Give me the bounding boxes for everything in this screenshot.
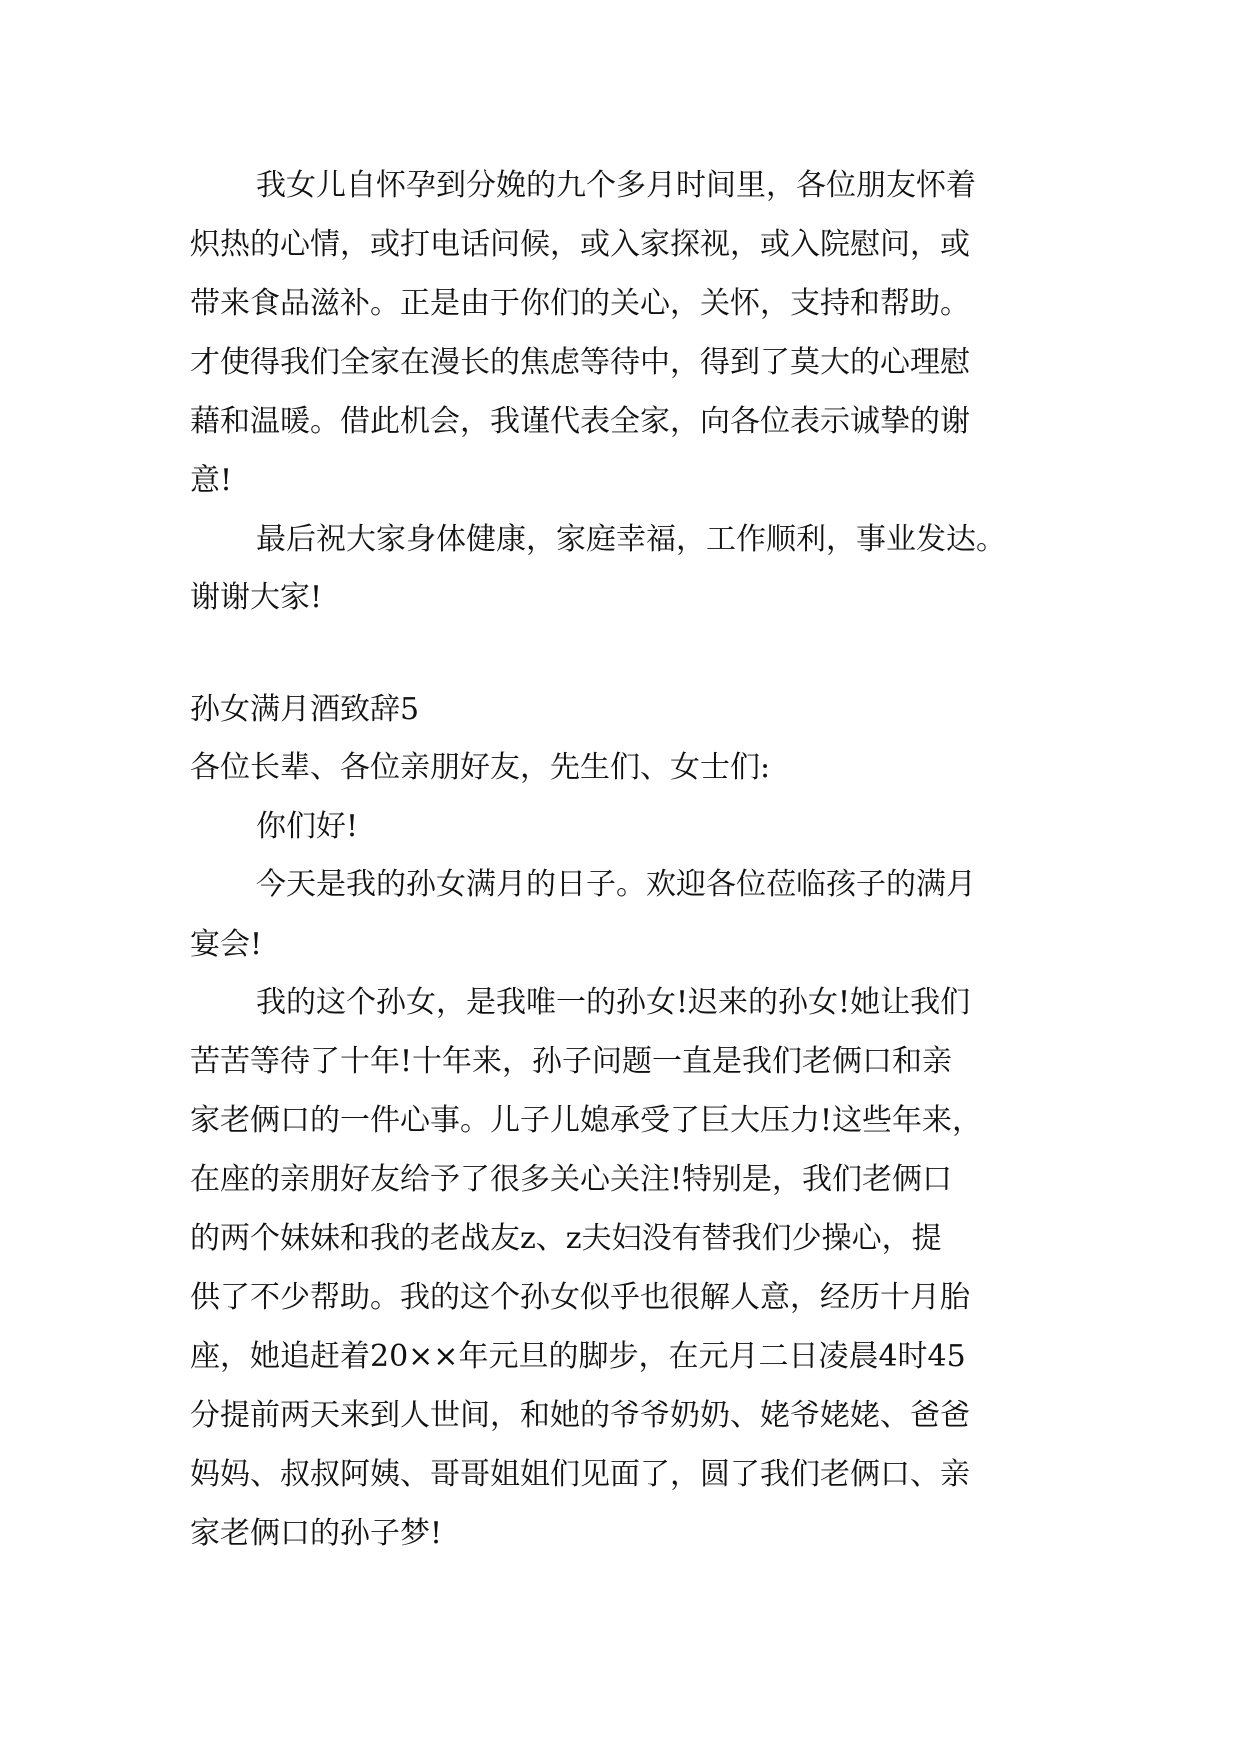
- section-heading: 孙女满月酒致辞5: [190, 692, 420, 727]
- paragraph-line: 藉和温暖。借此机会，我谨代表全家，向各位表示诚挚的谢: [190, 404, 970, 439]
- paragraph-line: 分提前两天来到人世间，和她的爷爷奶奶、姥爷姥姥、爸爸: [190, 1398, 970, 1433]
- paragraph-line: 我女儿自怀孕到分娩的九个多月时间里，各位朋友怀着: [256, 168, 976, 203]
- paragraph-line: 意!: [190, 463, 233, 498]
- paragraph-line: 带来食品滋补。正是由于你们的关心，关怀，支持和帮助。: [190, 286, 970, 321]
- paragraph-line: 炽热的心情，或打电话问候，或入家探视，或入院慰问，或: [190, 227, 970, 262]
- paragraph-line: 苦苦等待了十年!十年来，孙子问题一直是我们老俩口和亲: [190, 1044, 953, 1079]
- paragraph-line: 谢谢大家!: [190, 580, 323, 615]
- paragraph-line: 宴会!: [190, 927, 263, 962]
- paragraph-line: 妈妈、叔叔阿姨、哥哥姐姐们见面了，圆了我们老俩口、亲: [190, 1457, 970, 1492]
- paragraph-line: 在座的亲朋好友给予了很多关心关注!特别是，我们老俩口: [190, 1162, 953, 1197]
- paragraph-line: 才使得我们全家在漫长的焦虑等待中，得到了莫大的心理慰: [190, 345, 970, 380]
- greeting: 你们好!: [256, 809, 359, 844]
- paragraph-line: 今天是我的孙女满月的日子。欢迎各位莅临孩子的满月: [256, 867, 976, 902]
- paragraph-line: 我的这个孙女，是我唯一的孙女!迟来的孙女!她让我们: [256, 985, 971, 1020]
- paragraph-line: 座，她追赶着20××年元旦的脚步，在元月二日凌晨4时45: [190, 1339, 966, 1374]
- paragraph-line: 的两个妹妹和我的老战友z、z夫妇没有替我们少操心，提: [190, 1221, 942, 1256]
- paragraph-line: 家老俩口的孙子梦!: [190, 1516, 443, 1551]
- paragraph-line: 供了不少帮助。我的这个孙女似乎也很解人意，经历十月胎: [190, 1280, 970, 1315]
- paragraph-line: 家老俩口的一件心事。儿子儿媳承受了巨大压力!这些年来，: [190, 1103, 983, 1138]
- paragraph-line: 最后祝大家身体健康，家庭幸福，工作顺利，事业发达。: [256, 522, 1006, 557]
- salutation: 各位长辈、各位亲朋好友，先生们、女士们:: [190, 750, 771, 785]
